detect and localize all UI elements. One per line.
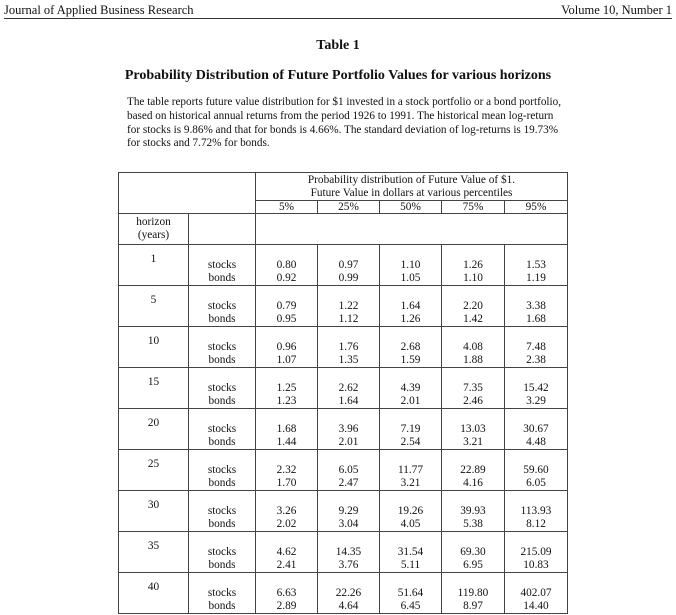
bonds-value: 3.29 xyxy=(526,395,546,407)
value-cell xyxy=(256,450,318,491)
stocks-value: 4.39 xyxy=(400,382,421,394)
bonds-value: 1.05 xyxy=(400,272,421,284)
value-cell xyxy=(505,286,568,327)
stocks-value: 113.93 xyxy=(520,505,552,517)
horizon-header-line2: (years) xyxy=(137,229,170,241)
horizon-cell xyxy=(119,573,189,614)
value-cell xyxy=(318,409,380,450)
table-row xyxy=(119,532,568,573)
value-cell xyxy=(380,450,442,491)
horizon-value: 40 xyxy=(147,581,160,593)
bonds-value: 6.95 xyxy=(463,559,483,571)
table-row xyxy=(119,491,568,532)
bonds-value: 4.48 xyxy=(526,436,546,448)
stocks-value: 11.77 xyxy=(398,464,423,476)
stocks-value: 7.19 xyxy=(400,423,421,435)
bonds-value: 1.35 xyxy=(338,354,359,366)
percentile-header: 5% xyxy=(256,201,318,214)
stocks-value: 1.68 xyxy=(276,423,297,435)
table-number: Table 1 xyxy=(316,38,360,53)
stocks-label: stocks xyxy=(207,546,237,558)
stocks-value: 59.60 xyxy=(523,464,549,476)
stocks-label: stocks xyxy=(207,300,237,312)
values-header-empty xyxy=(256,214,568,245)
asset-header-empty xyxy=(189,214,256,245)
stocks-label: stocks xyxy=(207,382,237,394)
percentile-header: 95% xyxy=(505,201,568,214)
horizon-header-line1: horizon xyxy=(136,216,171,228)
percentile-header: 25% xyxy=(318,201,380,214)
value-cell xyxy=(442,409,505,450)
value-cell xyxy=(380,245,442,286)
table-caption: The table reports future value distribution for $1 invested in a stock portfolio or a bond portfolio, based on historical annual returns from the period 1926 to 1991. The historical mean log-return for stocks is 9.86% and that for bonds is 4.66%. The standard deviation of log-returns is 19.73% for stocks and 7.72% for bonds. xyxy=(127,96,562,150)
bonds-label: bonds xyxy=(208,313,236,325)
value-cell xyxy=(442,286,505,327)
running-header xyxy=(4,2,672,19)
bonds-value: 1.44 xyxy=(276,436,297,448)
stocks-value: 39.93 xyxy=(460,505,486,517)
value-cell xyxy=(505,450,568,491)
group-header-line2: Future Value in dollars at various percentiles xyxy=(310,186,513,199)
asset-cell xyxy=(189,532,256,573)
table-row xyxy=(119,327,568,368)
stocks-value: 30.67 xyxy=(523,423,549,435)
table-row xyxy=(119,409,568,450)
stocks-label: stocks xyxy=(207,423,237,435)
value-cell xyxy=(380,573,442,614)
bonds-value: 4.64 xyxy=(338,600,359,612)
stocks-label: stocks xyxy=(207,587,237,599)
value-cell xyxy=(505,491,568,532)
stocks-value: 51.64 xyxy=(397,587,424,599)
bonds-value: 1.68 xyxy=(526,313,546,325)
value-cell xyxy=(505,532,568,573)
bonds-value: 14.40 xyxy=(523,600,549,612)
stocks-value: 1.26 xyxy=(463,259,483,271)
bonds-value: 5.11 xyxy=(400,559,421,571)
stocks-value: 15.42 xyxy=(523,382,549,394)
table-title: Probability Distribution of Future Portfolio Values for various horizons xyxy=(124,68,552,83)
horizon-cell xyxy=(119,450,189,491)
table-row xyxy=(119,368,568,409)
stocks-value: 69.30 xyxy=(460,546,486,558)
percentile-header: 50% xyxy=(380,201,442,214)
stocks-value: 9.29 xyxy=(338,505,359,517)
value-cell xyxy=(256,532,318,573)
value-cell xyxy=(505,409,568,450)
stocks-value: 22.89 xyxy=(460,464,486,476)
horizon-cell xyxy=(119,491,189,532)
stocks-label: stocks xyxy=(207,505,237,517)
bonds-value: 2.54 xyxy=(400,436,421,448)
value-cell xyxy=(442,327,505,368)
stocks-value: 1.22 xyxy=(338,300,359,312)
bonds-value: 4.05 xyxy=(400,518,421,530)
bonds-value: 0.95 xyxy=(276,313,297,325)
value-cell xyxy=(318,532,380,573)
value-cell xyxy=(318,245,380,286)
value-cell xyxy=(505,368,568,409)
bonds-label: bonds xyxy=(208,518,236,530)
asset-cell xyxy=(189,450,256,491)
stocks-value: 3.96 xyxy=(338,423,359,435)
value-cell xyxy=(256,409,318,450)
bonds-label: bonds xyxy=(208,354,236,366)
value-cell xyxy=(318,573,380,614)
value-cell xyxy=(256,286,318,327)
bonds-value: 2.89 xyxy=(276,600,297,612)
horizon-value: 20 xyxy=(147,417,160,429)
stocks-value: 22.26 xyxy=(335,587,362,599)
stocks-label: stocks xyxy=(207,259,237,271)
horizon-value: 10 xyxy=(147,335,160,347)
stocks-value: 0.79 xyxy=(276,300,297,312)
bonds-value: 1.23 xyxy=(276,395,297,407)
stocks-value: 1.64 xyxy=(400,300,421,312)
stocks-value: 1.10 xyxy=(400,259,421,271)
future-value-table xyxy=(118,172,568,614)
stocks-value: 215.09 xyxy=(520,546,552,558)
value-cell xyxy=(318,286,380,327)
stocks-value: 7.35 xyxy=(463,382,483,394)
group-header-line1: Probability distribution of Future Value of $1. xyxy=(307,173,516,186)
bonds-value: 0.92 xyxy=(276,272,297,284)
bonds-value: 1.64 xyxy=(338,395,359,407)
value-cell xyxy=(380,286,442,327)
bonds-label: bonds xyxy=(208,600,236,612)
horizon-value: 15 xyxy=(147,376,160,388)
bonds-value: 2.02 xyxy=(276,518,297,530)
horizon-value: 30 xyxy=(147,499,160,511)
value-cell xyxy=(256,491,318,532)
bonds-value: 1.26 xyxy=(400,313,421,325)
bonds-value: 8.97 xyxy=(463,600,483,612)
stocks-value: 6.05 xyxy=(338,464,359,476)
bonds-value: 2.01 xyxy=(338,436,359,448)
horizon-value: 25 xyxy=(147,458,160,470)
bonds-value: 8.12 xyxy=(526,518,546,530)
asset-cell xyxy=(189,368,256,409)
horizon-cell xyxy=(119,286,189,327)
stocks-value: 19.26 xyxy=(397,505,424,517)
table-row xyxy=(119,573,568,614)
stocks-value: 1.53 xyxy=(526,259,546,271)
value-cell xyxy=(505,573,568,614)
bonds-value: 1.88 xyxy=(463,354,483,366)
stocks-value: 3.38 xyxy=(526,300,546,312)
bonds-value: 3.04 xyxy=(338,518,359,530)
stocks-label: stocks xyxy=(207,464,237,476)
stocks-value: 2.32 xyxy=(276,464,297,476)
stocks-value: 3.26 xyxy=(276,505,297,517)
horizon-value: 35 xyxy=(147,540,160,552)
asset-cell xyxy=(189,491,256,532)
value-cell xyxy=(380,368,442,409)
value-cell xyxy=(256,327,318,368)
horizon-cell xyxy=(119,368,189,409)
bonds-value: 1.70 xyxy=(276,477,297,489)
bonds-value: 2.41 xyxy=(276,559,297,571)
horizon-cell xyxy=(119,409,189,450)
stocks-value: 31.54 xyxy=(397,546,424,558)
stocks-value: 13.03 xyxy=(460,423,486,435)
value-cell xyxy=(256,573,318,614)
bonds-value: 5.38 xyxy=(463,518,483,530)
bonds-value: 2.38 xyxy=(526,354,546,366)
bonds-value: 2.01 xyxy=(400,395,421,407)
asset-cell xyxy=(189,245,256,286)
bonds-value: 2.46 xyxy=(463,395,483,407)
value-cell xyxy=(442,532,505,573)
stocks-value: 2.68 xyxy=(400,341,421,353)
bonds-value: 6.45 xyxy=(400,600,421,612)
asset-cell xyxy=(189,286,256,327)
stocks-value: 119.80 xyxy=(457,587,489,599)
bonds-value: 3.76 xyxy=(338,559,359,571)
stocks-value: 2.20 xyxy=(463,300,483,312)
value-cell xyxy=(256,245,318,286)
horizon-cell xyxy=(119,532,189,573)
horizon-cell xyxy=(119,245,189,286)
horizon-header xyxy=(119,214,189,245)
asset-cell xyxy=(189,327,256,368)
value-cell xyxy=(442,491,505,532)
percentile-header: 75% xyxy=(442,201,505,214)
stocks-value: 7.48 xyxy=(526,341,546,353)
stocks-value: 1.76 xyxy=(338,341,359,353)
value-cell xyxy=(505,245,568,286)
stocks-value: 0.96 xyxy=(276,341,297,353)
stocks-value: 14.35 xyxy=(335,546,362,558)
stocks-value: 402.07 xyxy=(520,587,552,599)
stocks-value: 2.62 xyxy=(338,382,359,394)
value-cell xyxy=(442,368,505,409)
bonds-label: bonds xyxy=(208,395,236,407)
value-cell xyxy=(318,450,380,491)
bonds-value: 1.10 xyxy=(463,272,483,284)
bonds-label: bonds xyxy=(208,559,236,571)
bonds-value: 1.42 xyxy=(463,313,483,325)
stocks-value: 4.08 xyxy=(463,341,483,353)
bonds-label: bonds xyxy=(208,436,236,448)
bonds-value: 1.07 xyxy=(276,354,297,366)
value-cell xyxy=(442,573,505,614)
group-header xyxy=(256,173,568,201)
bonds-value: 3.21 xyxy=(400,477,421,489)
value-cell xyxy=(442,245,505,286)
bonds-value: 3.21 xyxy=(463,436,483,448)
bonds-value: 4.16 xyxy=(463,477,483,489)
bonds-value: 0.99 xyxy=(338,272,359,284)
volume-number: Volume 10, Number 1 xyxy=(561,3,672,17)
corner-cell xyxy=(119,173,256,214)
table-row xyxy=(119,286,568,327)
value-cell xyxy=(380,327,442,368)
value-cell xyxy=(318,368,380,409)
stocks-label: stocks xyxy=(207,341,237,353)
stocks-value: 6.63 xyxy=(276,587,297,599)
value-cell xyxy=(442,450,505,491)
stocks-value: 4.62 xyxy=(276,546,297,558)
horizon-value: 1 xyxy=(150,253,157,265)
bonds-value: 1.19 xyxy=(526,272,546,284)
table-row xyxy=(119,245,568,286)
asset-cell xyxy=(189,409,256,450)
value-cell xyxy=(318,327,380,368)
horizon-value: 5 xyxy=(150,294,157,306)
value-cell xyxy=(256,368,318,409)
horizon-cell xyxy=(119,327,189,368)
bonds-value: 10.83 xyxy=(523,559,549,571)
stocks-value: 0.80 xyxy=(276,259,297,271)
stocks-value: 0.97 xyxy=(338,259,359,271)
table-row xyxy=(119,450,568,491)
bonds-value: 2.47 xyxy=(338,477,359,489)
asset-cell xyxy=(189,573,256,614)
bonds-label: bonds xyxy=(208,477,236,489)
stocks-value: 1.25 xyxy=(276,382,297,394)
bonds-value: 1.59 xyxy=(400,354,421,366)
bonds-value: 1.12 xyxy=(338,313,359,325)
value-cell xyxy=(505,327,568,368)
value-cell xyxy=(380,491,442,532)
value-cell xyxy=(380,409,442,450)
bonds-value: 6.05 xyxy=(526,477,546,489)
value-cell xyxy=(318,491,380,532)
bonds-label: bonds xyxy=(208,272,236,284)
value-cell xyxy=(380,532,442,573)
journal-name: Journal of Applied Business Research xyxy=(4,3,194,17)
